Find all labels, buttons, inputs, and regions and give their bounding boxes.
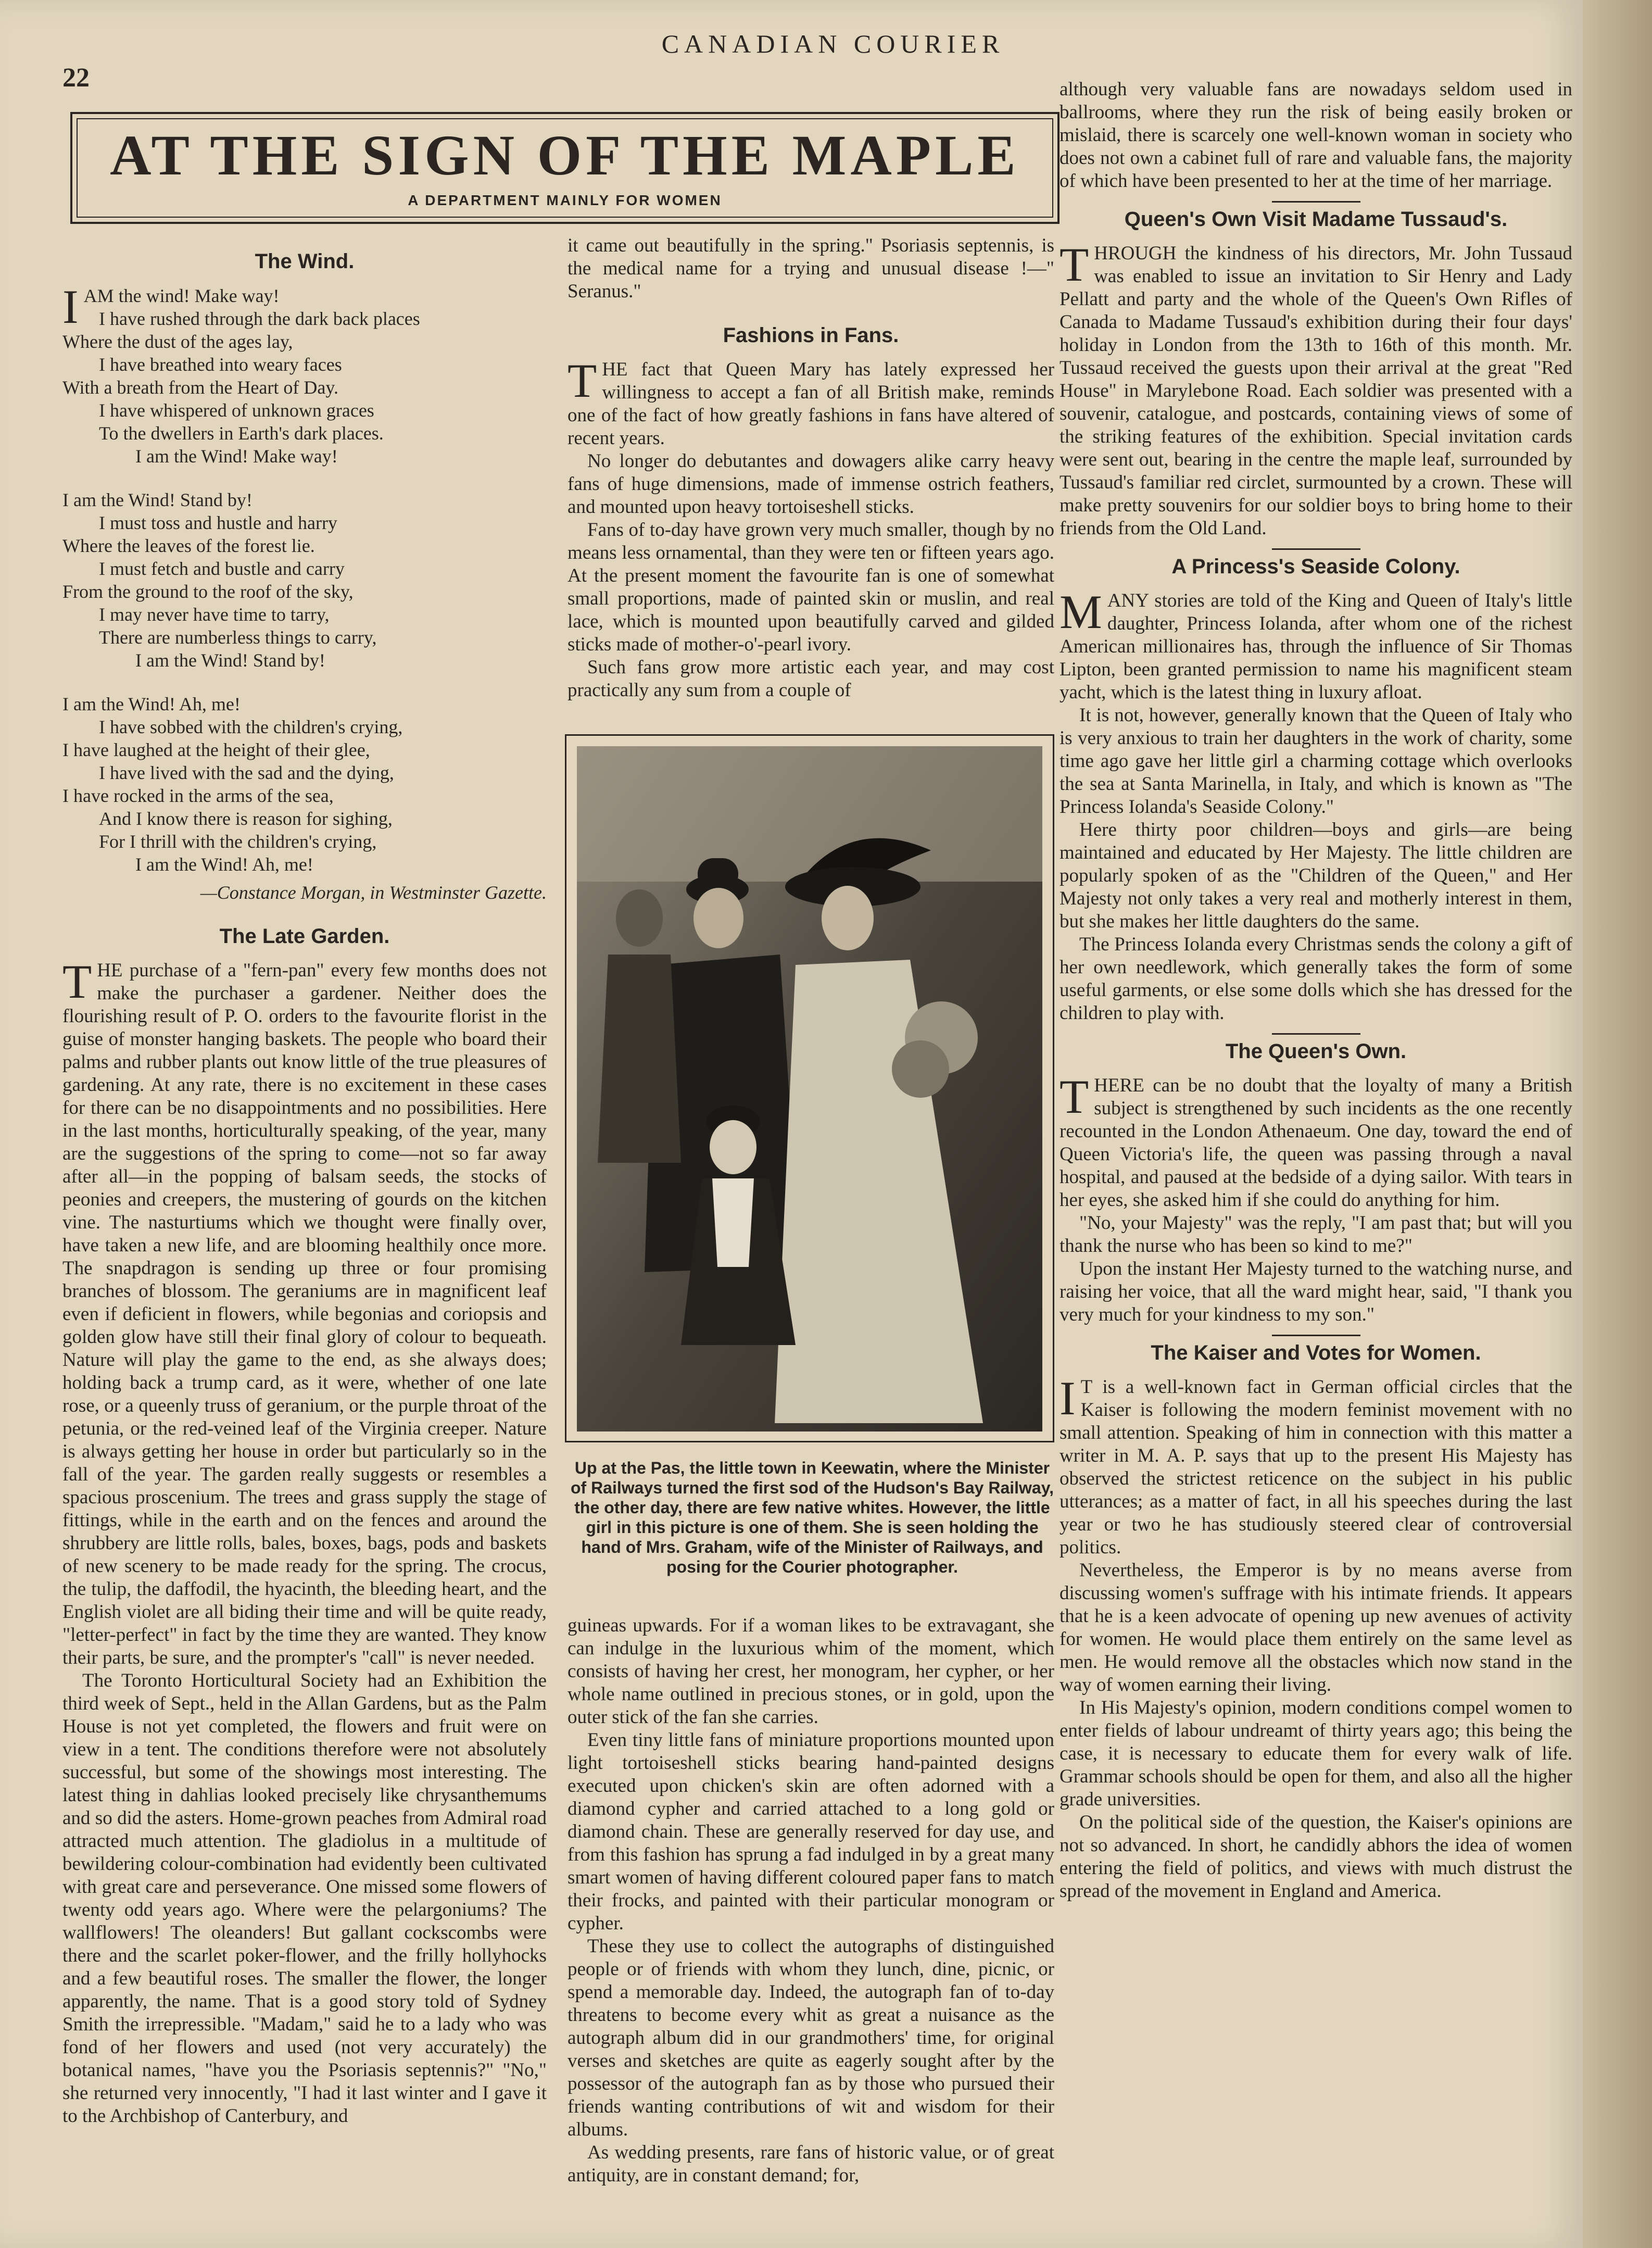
article-paragraph: Fans of to-day have grown very much smaller, though by no means less ornamental, than they were ten or fifteen years ago. At the present moment the favourite fan is one of somewhat small proportions, made of painted skin or muslin, and real lace, which is mounted upon beautifully carved and gilded sticks made of mother-o'-pearl ivory.: [568, 519, 1054, 655]
article-paragraph: [1060, 238, 1572, 540]
poem-stanza: [62, 693, 547, 876]
poem-line: I am the Wind! Make way!: [135, 446, 338, 467]
tussaud-dropcap: T: [1060, 238, 1089, 291]
poem-line: I have breathed into weary faces: [99, 354, 342, 375]
section-divider: [1272, 548, 1360, 550]
article-paragraph: [1060, 585, 1572, 704]
poem-line: I am the Wind! Ah, me!: [135, 854, 313, 875]
article-paragraph: Upon the instant Her Majesty turned to the watching nurse, and raising her voice, that all the ward might hear, said, "I thank you very much for your kindness to my son.": [1060, 1258, 1572, 1325]
kaiser-heading: The Kaiser and Votes for Women.: [1151, 1341, 1481, 1364]
running-head: CANADIAN COURIER: [661, 29, 1005, 58]
article-paragraph: These they use to collect the autographs of distinguished people or of friends with whom they lunch, dine, picnic, or spend a memorable day. Indeed, the autograph fan of to-day threatens to become every whit as great a nuisance as the autograph album did in our grandmothers' time, for original verses and sketches are quite as eagerly sought after by the possessor of the autograph fan as by those who pursued their friends wanting contributions of wit and wisdom for their albums.: [568, 1936, 1054, 2140]
poem-line: Where the leaves of the forest lie.: [62, 535, 315, 556]
article-paragraph: Here thirty poor children—boys and girls—are being maintained and educated by Her Majesty. The little children are popularly spoken of as the "Children of the Queen," and Her Majesty not only takes a very real and motherly interest in them, but she makes her little daughters do the same.: [1060, 819, 1572, 932]
wind-dropcap: I: [62, 280, 79, 333]
poem-line: I am the Wind! Ah, me!: [62, 694, 241, 714]
column-2-top: [568, 234, 1054, 702]
fans-heading: Fashions in Fans.: [723, 324, 899, 347]
late-garden-dropcap: T: [62, 955, 92, 1008]
queens-own-heading: The Queen's Own.: [1225, 1040, 1407, 1063]
article-paragraph: Such fans grow more artistic each year, and may cost practically any sum from a couple of: [568, 657, 1054, 701]
article-paragraph: No longer do debutantes and dowagers alike carry heavy fans of huge dimensions, made of immense ostrich feathers, and mounted upon heavy tortoiseshell sticks.: [568, 450, 1054, 518]
poem-line: I have sobbed with the children's crying,: [99, 717, 403, 737]
fans-dropcap: T: [568, 354, 597, 407]
column-1: [62, 245, 547, 2128]
poem-line: I have rocked in the arms of the sea,: [62, 785, 334, 806]
poem-line: With a breath from the Heart of Day.: [62, 377, 338, 398]
photograph-family-group: [577, 746, 1042, 1431]
paragraph-text: HERE can be no doubt that the loyalty of many a British subject is strengthened by such incidents as the one recently recounted in the London Athenaeum. One day, toward the end of Queen Victoria's life, the queen was passing through a naval hospital, and paused at the bedside of a dying sailor. With tears in her eyes, she asked him if she could do anything for him.: [1060, 1075, 1572, 1211]
article-paragraph: As wedding presents, rare fans of historic value, or of great antiquity, are in constant demand; for,: [568, 2142, 1054, 2186]
article-paragraph: Nevertheless, the Emperor is by no means averse from discussing women's suffrage with his intimate friends. It appears that he is a keen advocate of opening up new avenues of activity for women. He would place them entirely on the same level as men. He would remove all the obstacles which now stand in the way of women earning their living.: [1060, 1560, 1572, 1696]
paragraph-text: ANY stories are told of the King and Queen of Italy's little daughter, Princess Iolanda, after whom one of the richest American millionaires has, through the influence of Sir Thomas Lipton, been granted permission to name his magnificent steam yacht, which is the latest thing in luxury afloat.: [1060, 590, 1572, 703]
tussaud-heading: Queen's Own Visit Madame Tussaud's.: [1124, 208, 1508, 231]
poem-line: Where the dust of the ages lay,: [62, 331, 293, 352]
section-divider: [1272, 201, 1360, 203]
page-number: 22: [62, 63, 90, 93]
poem-line: I must toss and hustle and harry: [99, 512, 337, 533]
poem-line: I am the Wind! Stand by!: [62, 489, 253, 510]
poem-line: I am the Wind! Stand by!: [135, 650, 325, 671]
article-paragraph: In His Majesty's opinion, modern conditions compel women to enter fields of labour undreamt of thirty years ago; this being the case, it is necessary to educate them for every walk of life. Grammar schools should be open for them, and also all the higher grade universities.: [1060, 1697, 1572, 1810]
poem-line: And I know there is reason for sighing,: [99, 808, 393, 829]
wind-heading: The Wind.: [255, 250, 355, 273]
paragraph-text: HE fact that Queen Mary has lately expressed her willingness to accept a fan of all British make, reminds one of the fact of how greatly fashions in fans have altered of recent years.: [568, 359, 1054, 449]
article-paragraph: it came out beautifully in the spring." Psoriasis septennis, is the medical name for a trying and unusual disease !—" Seranus.": [568, 235, 1054, 302]
section-divider: [1272, 1335, 1360, 1336]
wind-poem: [62, 280, 547, 904]
paragraph-text: HROUGH the kindness of his directors, Mr. John Tussaud was enabled to issue an invitation to Sir Henry and Lady Pellatt and party and the whole of the Queen's Own Rifles of Canada to Madame Tussaud's exhibition during their four days' holiday in London from the 13th to 16th of this month. Mr. Tussaud received the guests upon their arrival at the great "Red House" in Marylebone Road. Each soldier was presented with a souvenir, catalogue, and postcards, containing views of some of the striking features of the exhibition. Special invitation cards were sent out, bearing in the centre the maple leaf, surrounded by Tussaud's familiar red circlet, surmounted by a crown. These will make pretty souvenirs for our soldier boys to bring home to their friends from the Old Land.: [1060, 243, 1572, 539]
poem-stanza: [62, 280, 547, 468]
column-3: [1060, 78, 1572, 1903]
poem-line: From the ground to the roof of the sky,: [62, 581, 354, 602]
article-paragraph: On the political side of the question, the Kaiser's opinions are not so advanced. In short, he candidly abhors the idea of women entering the field of politics, and views with much distrust the spread of the movement in England and America.: [1060, 1812, 1572, 1902]
article-paragraph: Even tiny little fans of miniature proportions mounted upon light tortoiseshell sticks bearing hand-painted designs executed upon chicken's skin are often adorned with a diamond cypher and carried attached to a long gold or diamond chain. These are generally reserved for day use, and from this fashion has sprung a fad indulged in by a great many smart women of having different coloured paper fans to match their frocks, and painted with their particular monogram or cypher.: [568, 1729, 1054, 1934]
article-paragraph: It is not, however, generally known that the Queen of Italy who is very anxious to train her daughters in the work of charity, some time ago gave her little girl a charming cottage which overlooks the sea at Santa Marinella, in Italy, and which is known as "The Princess Iolanda's Seaside Colony.": [1060, 705, 1572, 818]
article-paragraph: [568, 354, 1054, 450]
department-masthead: [70, 112, 1060, 224]
article-paragraph: "No, your Majesty" was the reply, "I am past that; but will you thank the nurse who has been so kind to me?": [1060, 1212, 1572, 1257]
poem-line: I may never have time to tarry,: [99, 604, 330, 625]
article-paragraph: [1060, 1372, 1572, 1559]
article-paragraph: The Princess Iolanda every Christmas sends the colony a gift of her own needlework, which generally takes the form of some useful garments, or else some dolls which she has dressed for the children to play with.: [1060, 934, 1572, 1024]
section-divider: [1272, 1033, 1360, 1035]
article-paragraph: The Toronto Horticultural Society had an Exhibition the third week of Sept., held in the Allan Gardens, but as the Palm House is not yet completed, the flowers and fruit were on view in a tent. The conditions therefore were not absolutely successful, but some of the showings most interesting. The latest thing in dahlias looked precisely like chrysanthemums and so did the asters. Home-grown peaches from Admiral road attracted much attention. The gladiolus in a multitude of bewildering colour-combination had evidently been cultivated with great care and perseverance. One missed some flowers of twenty odd years ago. Where were the pelargoniums? The wallflowers! The oleanders! But gallant cockscombs were there and the scarlet poker-flower, and the frilly hollyhocks and a few beautiful roses. The smaller the flower, the longer apparently, the name. That is a good story told of Sydney Smith the irrepressible. "Madam," said he to a lady who was fond of her flowers and used (not very accurately) the botanical names, "have you the Psoriasis septennis?" "No," she returned very innocently, "I had it last winter and I gave it to the Archbishop of Canterbury, and: [62, 1670, 547, 2127]
column-2-bottom: [568, 1614, 1054, 2187]
masthead-title: AT THE SIGN OF THE MAPLE: [110, 123, 1020, 187]
poem-line: For I thrill with the children's crying,: [99, 831, 377, 852]
article-paragraph: [62, 955, 547, 1669]
photo-caption: Up at the Pas, the little town in Keewatin, where the Minister of Railways turned the first sod of the Hudson's Bay Railway, the other day, there are few native whites. However, the little girl in this picture is one of them. She is seen holding the hand of Mrs. Graham, wife of the Minister of Railways, and posing for the Courier photographer.: [570, 1459, 1054, 1576]
poem-line: I have whispered of unknown graces: [99, 400, 374, 421]
poem-line: I have lived with the sad and the dying,: [99, 762, 394, 783]
article-paragraph: guineas upwards. For if a woman likes to be extravagant, she can indulge in the luxurious whim of the moment, which consists of having her crest, her monogram, her cypher, or her whole name outlined in precious stones, or in gold, upon the outer stick of the fan she carries.: [568, 1615, 1054, 1728]
binding-gutter: [1583, 0, 1652, 2248]
poem-line: I have laughed at the height of their glee,: [62, 739, 370, 760]
poem-stanza: [62, 488, 547, 672]
poem-line: AM the wind! Make way!: [83, 285, 280, 306]
poem-line: There are numberless things to carry,: [99, 627, 377, 648]
queens-own-dropcap: T: [1060, 1070, 1089, 1123]
article-paragraph: [1060, 1070, 1572, 1212]
princess-heading: A Princess's Seaside Colony.: [1171, 555, 1460, 578]
masthead-subtitle: A DEPARTMENT MAINLY FOR WOMEN: [408, 192, 722, 208]
photo-frame: [565, 734, 1054, 1442]
poem-line: To the dwellers in Earth's dark places.: [99, 423, 384, 444]
late-garden-heading: The Late Garden.: [219, 925, 390, 948]
article-paragraph: although very valuable fans are nowadays seldom used in ballrooms, where they run the risk of being easily broken or mislaid, there is scarcely one well-known woman in society who does not own a cabinet full of rare and valuable fans, the majority of which have been presented to her at the time of her marriage.: [1060, 79, 1572, 192]
paragraph-text: T is a well-known fact in German official circles that the Kaiser is following the modern feminist movement with no small attention. Speaking of him in connection with this matter a writer in M. A. P. says that up to the present His Majesty has observed the strictest reticence on the subject in his public utterances; as a matter of fact, in all his speeches during the last year or two he has studiously steered clear of controversial politics.: [1060, 1376, 1572, 1558]
princess-dropcap: M: [1060, 585, 1102, 638]
kaiser-dropcap: I: [1060, 1372, 1076, 1425]
poem-line: I must fetch and bustle and carry: [99, 558, 345, 579]
poem-line: I have rushed through the dark back places: [99, 308, 420, 329]
paragraph-text: HE purchase of a "fern-pan" every few months does not make the purchaser a gardener. Neither does the flourishing result of P. O. orders to the favourite florist in the guise of monster hanging baskets. The people who board their palms and rubber plants out know little of the true pleasures of gardening. At any rate, there is no excitement in these cases for there can be no disappointments and no possibilities. Here in the last months, horticulturally speaking, of the year, many are the suggestions of the spring to come—not so far away after all—in the popping of balsam seeds, the stocks of peonies and creepers, the mustering of gourds on the kitchen vine. The nasturtiums which we thought were finally over, have taken a new life, and are blooming healthily once more. The snapdragon is sending up three or four promising branches of blossom. The geraniums are in magnificent leaf even if deficient in flowers, while begonias and coriopsis and golden glow have still their final glory of colour to bequeath. Nature will play the game to the end, as she always does; holding back a trump card, as it were, whether of one late rose, or a queenly truss of geranium, or the purple throat of the petunia, or the red-veined leaf of the Virginia creeper. Nature is always getting her house in order but particularly so in the fall of the year. The garden really suggests or resembles a spacious proscenium. The trees and grass supply the stage of fittings, while in the earth and on the fences and around the shrubbery are little rolls, bales, boxes, bags, pods and baskets of new scenery to be made ready for the spring. The crocus, the tulip, the daffodil, the hyacinth, the bleeding heart, and the English violet are all biding their time and will be quite ready, "letter-perfect" in fact by the time they are wanted. They know their parts, be sure, and the prompter's "call" is never needed.: [62, 960, 547, 1668]
poem-attribution: —Constance Morgan, in Westminster Gazette.: [200, 882, 547, 903]
